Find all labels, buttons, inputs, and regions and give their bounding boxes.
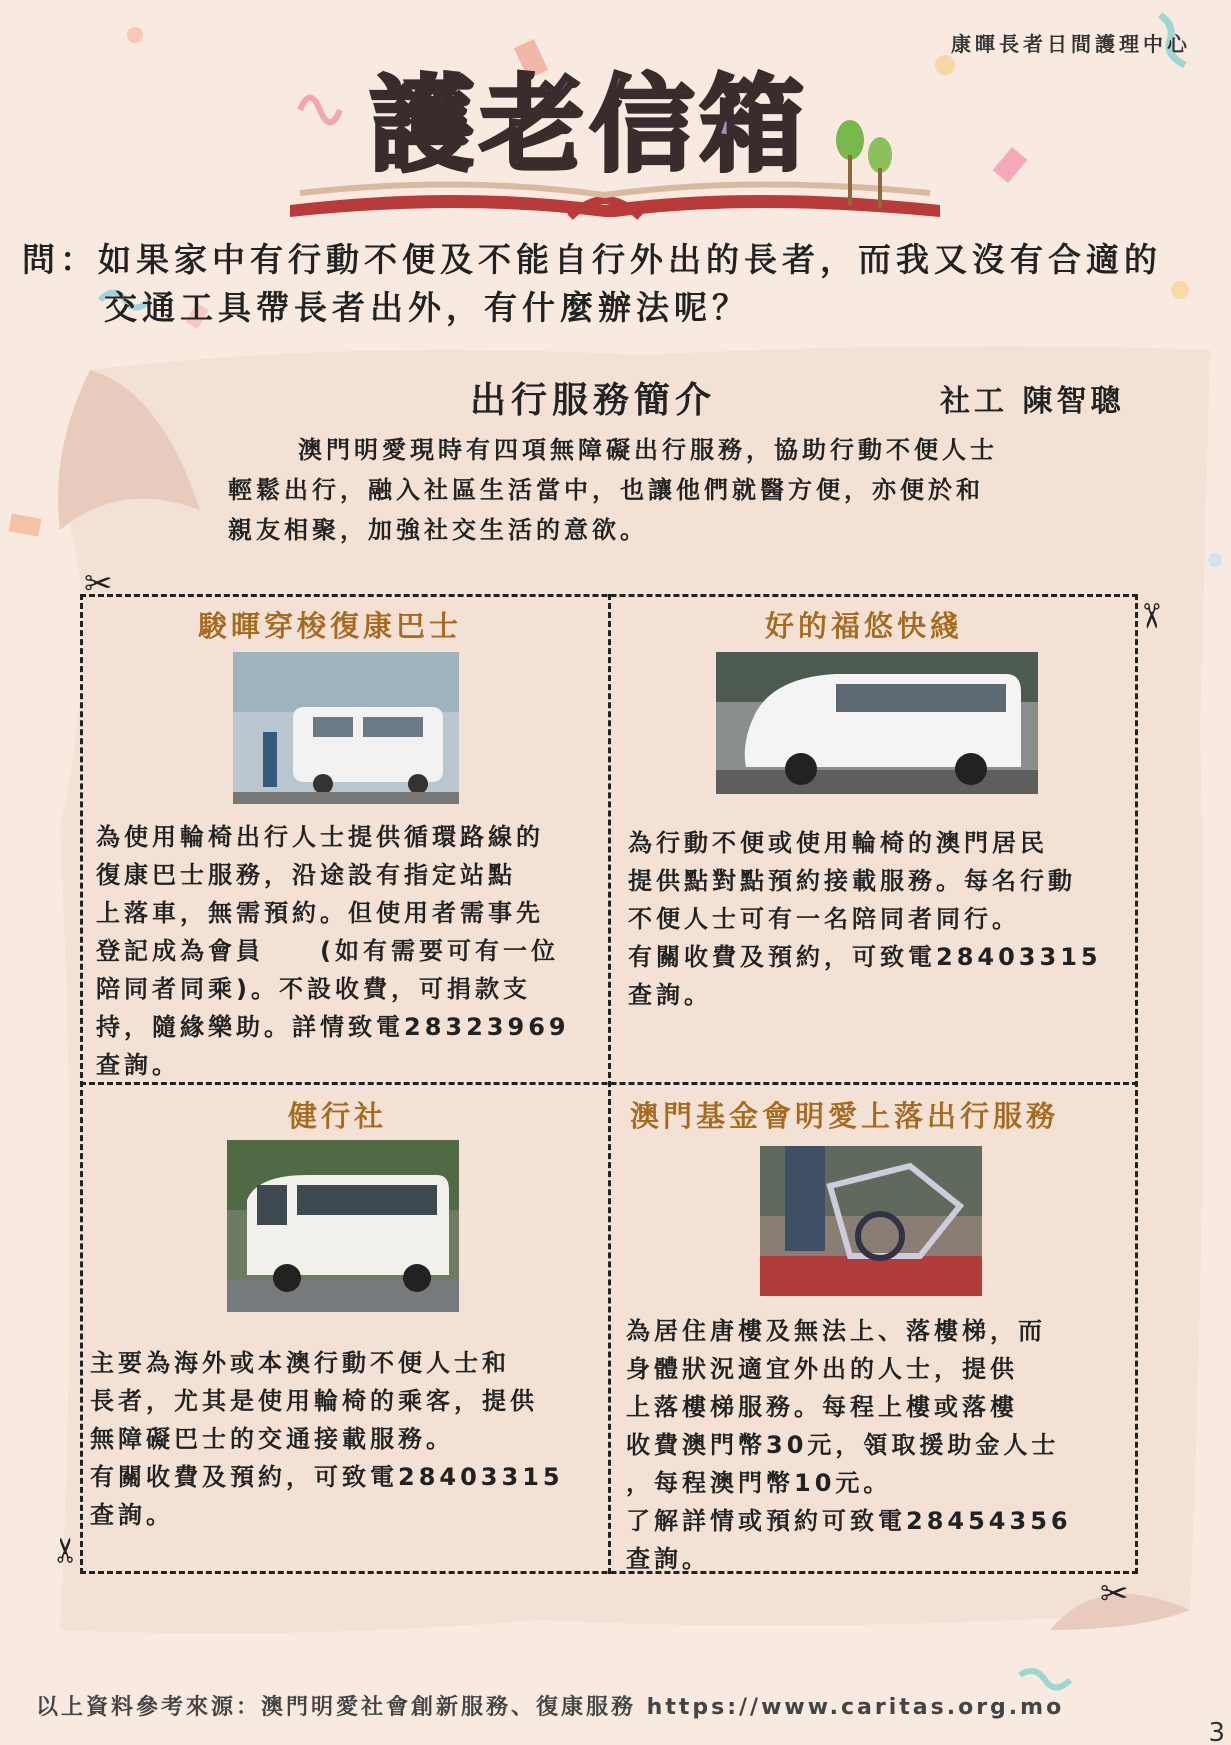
photo-rehab-bus — [233, 652, 459, 804]
scissors-icon: ✂ — [1100, 1574, 1129, 1614]
scissors-icon: ✂ — [84, 564, 113, 604]
question-line-2: 交通工具帶長者出外，有什麼辦法呢？ — [104, 288, 750, 327]
desc-line: 不便人士可有一名陪同者同行。 — [628, 905, 1020, 933]
desc-line: 上落車，無需預約。但使用者需事先 — [96, 899, 544, 927]
desc-line: 長者，尤其是使用輪椅的乘客，提供 — [90, 1387, 538, 1415]
page-number: 3 — [1208, 1718, 1225, 1745]
desc-line: 為居住唐樓及無法上、落樓梯，而 — [626, 1317, 1046, 1345]
desc-line: 有關收費及預約，可致電28403315 — [628, 943, 1102, 971]
service-title-2: 好的福悠快綫 — [765, 609, 964, 643]
title-banner — [270, 55, 960, 225]
desc-line: 主要為海外或本澳行動不便人士和 — [90, 1349, 510, 1377]
scissors-icon: ✂ — [46, 1535, 87, 1565]
intro-line-2: 輕鬆出行，融入社區生活當中，也讓他們就醫方便，亦便於和 — [228, 476, 984, 504]
service-title-1: 駿暉穿梭復康巴士 — [198, 609, 463, 643]
desc-line: 為使用輪椅出行人士提供循環路線的 — [96, 823, 544, 851]
center-name: 康暉長者日間護理中心 — [951, 32, 1191, 56]
tree-icon — [830, 100, 910, 220]
source-footer: 以上資料參考來源：澳門明愛社會創新服務、復康服務 https://www.caritas.org.mo — [36, 1695, 1065, 1720]
desc-line: 有關收費及預約，可致電28403315 — [90, 1463, 564, 1491]
question — [22, 236, 1212, 332]
photo-taxi-van — [716, 652, 1038, 794]
intro-title: 出行服務簡介 — [470, 380, 717, 421]
service-title-3: 健行社 — [288, 1099, 388, 1133]
service-desc-4 — [626, 1312, 1131, 1578]
page-title: 護老信箱 — [370, 63, 811, 186]
intro-line-3: 親友相聚，加強社交生活的意欲。 — [228, 516, 648, 544]
desc-line: 陪同者同乘)。不設收費，可捐款支 — [96, 975, 531, 1003]
service-title-4: 澳門基金會明愛上落出行服務 — [630, 1099, 1060, 1133]
desc-line: 上落樓梯服務。每程上樓或落樓 — [626, 1393, 1018, 1421]
service-desc-1 — [96, 818, 606, 1084]
desc-line: 無障礙巴士的交通接載服務。 — [90, 1425, 454, 1453]
desc-line: 身體狀況適宜外出的人士，提供 — [626, 1355, 1018, 1383]
desc-line: ，每程澳門幣10元。 — [626, 1469, 892, 1497]
desc-line: 查詢。 — [626, 1545, 710, 1573]
desc-line: 提供點對點預約接載服務。每名行動 — [628, 867, 1076, 895]
desc-line: 查詢。 — [90, 1501, 174, 1529]
intro-body — [228, 430, 1128, 550]
desc-line: 復康巴士服務，沿途設有指定站點 — [96, 861, 516, 889]
desc-line: 為行動不便或使用輪椅的澳門居民 — [628, 829, 1048, 857]
service-desc-2 — [628, 824, 1128, 1014]
service-desc-3 — [90, 1344, 600, 1534]
desc-line: 收費澳門幣30元，領取援助金人士 — [626, 1431, 1060, 1459]
desc-line: 登記成為會員 (如有需要可有一位 — [96, 937, 559, 965]
photo-stair-climber — [760, 1146, 982, 1296]
desc-line: 查詢。 — [96, 1051, 180, 1079]
desc-line: 查詢。 — [628, 981, 712, 1009]
intro-line-1: 澳門明愛現時有四項無障礙出行服務，協助行動不便人士 — [298, 436, 998, 464]
desc-line: 持，隨緣樂助。詳情致電28323969 — [96, 1013, 570, 1041]
question-line-1: 問：如果家中有行動不便及不能自行外出的長者，而我又沒有合適的 — [22, 240, 1162, 279]
author: 社工 陳智聰 — [940, 384, 1125, 419]
photo-minibus — [227, 1140, 459, 1312]
desc-line: 了解詳情或預約可致電28454356 — [626, 1507, 1072, 1535]
scissors-icon: ✂ — [1130, 601, 1171, 631]
